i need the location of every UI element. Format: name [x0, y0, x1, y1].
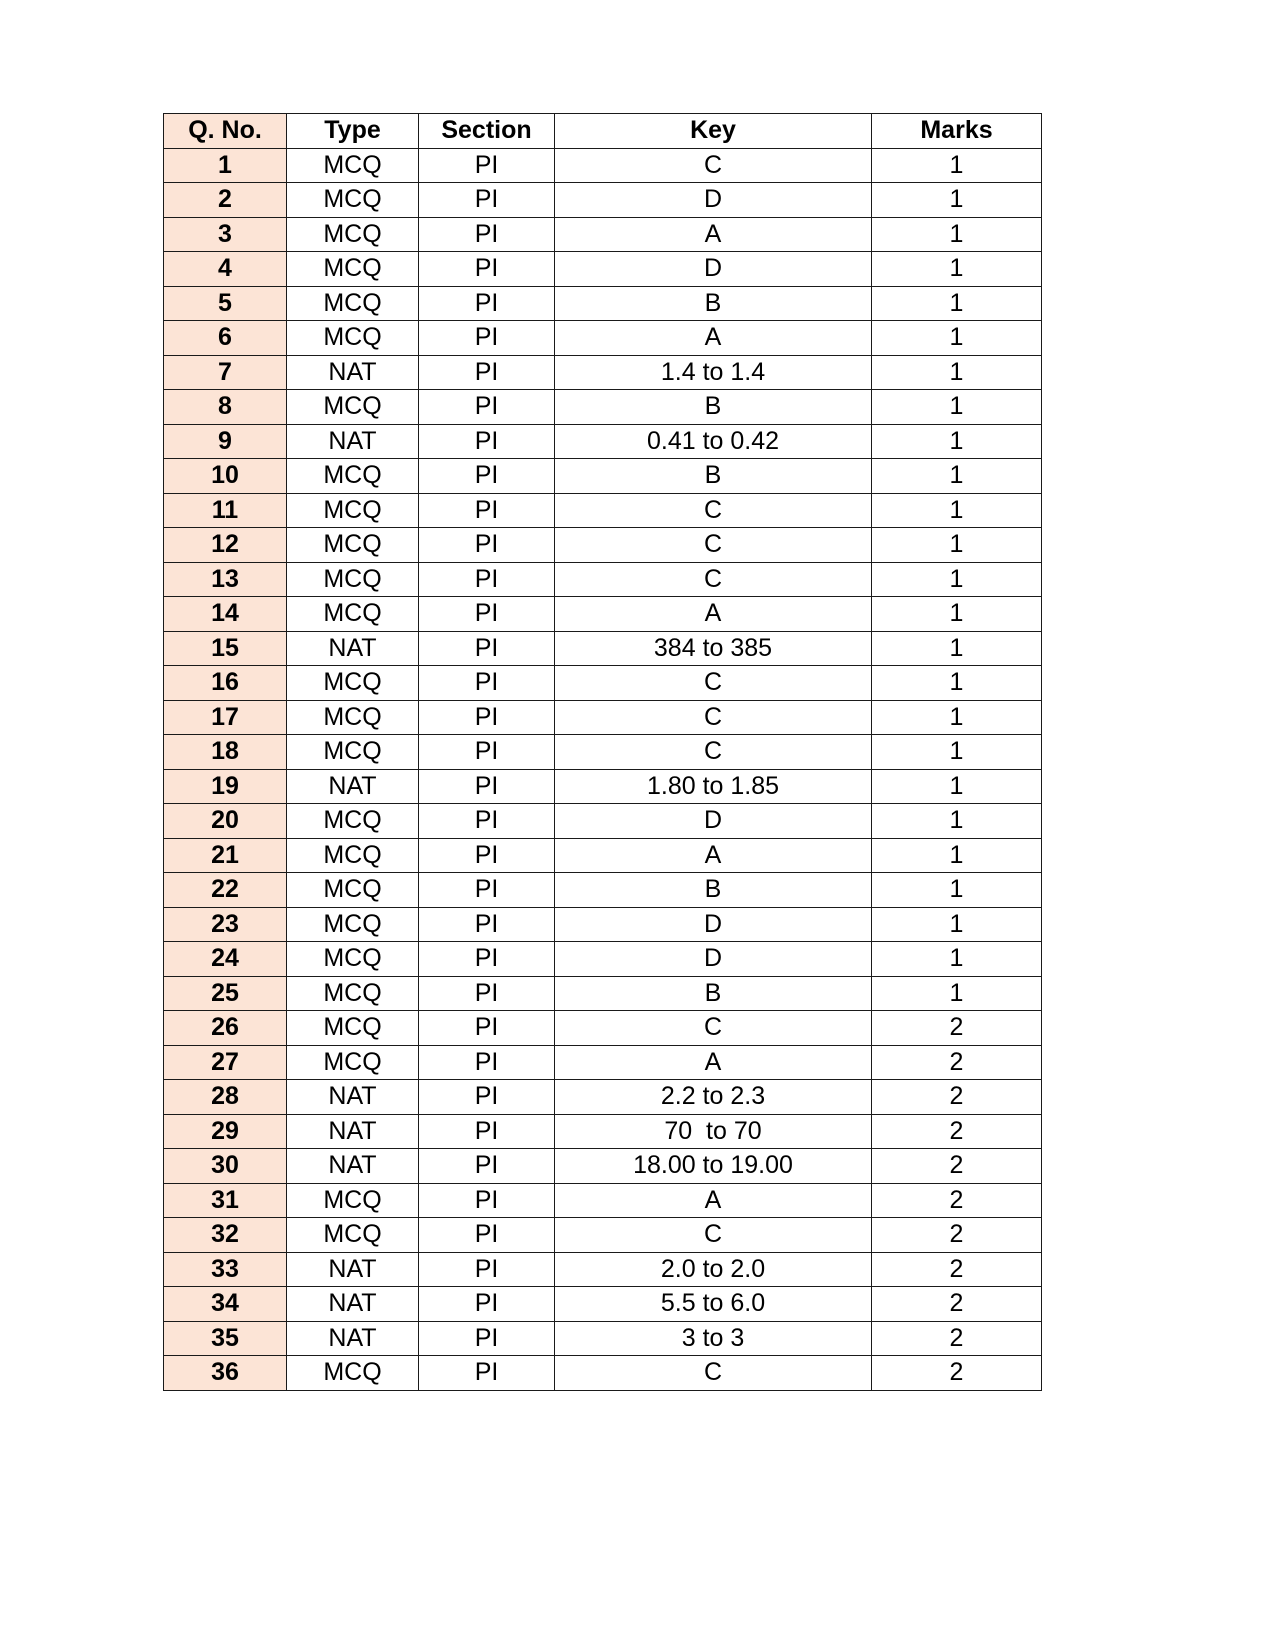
- qno-cell: 3: [164, 217, 287, 252]
- key-cell: A: [555, 321, 872, 356]
- type-cell: MCQ: [287, 321, 419, 356]
- qno-cell: 11: [164, 493, 287, 528]
- key-cell: D: [555, 183, 872, 218]
- qno-cell: 1: [164, 148, 287, 183]
- table-row: [164, 873, 1042, 908]
- marks-cell: 1: [872, 804, 1042, 839]
- marks-cell: 2: [872, 1356, 1042, 1391]
- section-cell: PI: [419, 976, 555, 1011]
- qno-cell: 20: [164, 804, 287, 839]
- qno-cell: 29: [164, 1114, 287, 1149]
- key-cell: 5.5 to 6.0: [555, 1287, 872, 1322]
- marks-cell: 1: [872, 252, 1042, 287]
- section-cell: PI: [419, 355, 555, 390]
- table-row: [164, 459, 1042, 494]
- key-cell: B: [555, 976, 872, 1011]
- section-cell: PI: [419, 1252, 555, 1287]
- key-cell: A: [555, 1045, 872, 1080]
- qno-cell: 12: [164, 528, 287, 563]
- key-cell: 3 to 3: [555, 1321, 872, 1356]
- qno-cell: 18: [164, 735, 287, 770]
- type-cell: MCQ: [287, 907, 419, 942]
- key-cell: 2.0 to 2.0: [555, 1252, 872, 1287]
- marks-cell: 1: [872, 873, 1042, 908]
- type-cell: MCQ: [287, 390, 419, 425]
- table-row: [164, 735, 1042, 770]
- type-cell: NAT: [287, 769, 419, 804]
- type-cell: MCQ: [287, 148, 419, 183]
- section-cell: PI: [419, 873, 555, 908]
- qno-cell: 30: [164, 1149, 287, 1184]
- type-cell: MCQ: [287, 528, 419, 563]
- key-cell: B: [555, 873, 872, 908]
- table-row: [164, 838, 1042, 873]
- section-cell: PI: [419, 252, 555, 287]
- qno-cell: 22: [164, 873, 287, 908]
- key-cell: 384 to 385: [555, 631, 872, 666]
- table-row: [164, 286, 1042, 321]
- marks-cell: 1: [872, 528, 1042, 563]
- qno-cell: 34: [164, 1287, 287, 1322]
- key-cell: B: [555, 459, 872, 494]
- type-cell: NAT: [287, 355, 419, 390]
- qno-cell: 27: [164, 1045, 287, 1080]
- table-row: [164, 1252, 1042, 1287]
- type-cell: MCQ: [287, 873, 419, 908]
- section-cell: PI: [419, 1011, 555, 1046]
- table-row: [164, 1114, 1042, 1149]
- table-row: [164, 424, 1042, 459]
- section-cell: PI: [419, 1356, 555, 1391]
- key-cell: 18.00 to 19.00: [555, 1149, 872, 1184]
- marks-cell: 1: [872, 424, 1042, 459]
- type-cell: MCQ: [287, 976, 419, 1011]
- section-cell: PI: [419, 528, 555, 563]
- key-cell: A: [555, 838, 872, 873]
- type-cell: MCQ: [287, 942, 419, 977]
- type-cell: MCQ: [287, 1183, 419, 1218]
- type-cell: MCQ: [287, 1011, 419, 1046]
- marks-cell: 1: [872, 355, 1042, 390]
- key-cell: C: [555, 1356, 872, 1391]
- qno-cell: 26: [164, 1011, 287, 1046]
- marks-cell: 2: [872, 1183, 1042, 1218]
- header-qno: Q. No.: [164, 114, 287, 149]
- table-row: [164, 217, 1042, 252]
- marks-cell: 1: [872, 390, 1042, 425]
- type-cell: MCQ: [287, 286, 419, 321]
- answer-key-table: [163, 113, 1042, 1391]
- section-cell: PI: [419, 666, 555, 701]
- table-row: [164, 769, 1042, 804]
- type-cell: MCQ: [287, 217, 419, 252]
- key-cell: B: [555, 286, 872, 321]
- type-cell: MCQ: [287, 562, 419, 597]
- marks-cell: 1: [872, 321, 1042, 356]
- section-cell: PI: [419, 735, 555, 770]
- key-cell: D: [555, 942, 872, 977]
- marks-cell: 1: [872, 976, 1042, 1011]
- marks-cell: 2: [872, 1080, 1042, 1115]
- key-cell: B: [555, 390, 872, 425]
- table-row: [164, 562, 1042, 597]
- type-cell: MCQ: [287, 493, 419, 528]
- type-cell: NAT: [287, 1080, 419, 1115]
- marks-cell: 1: [872, 838, 1042, 873]
- qno-cell: 24: [164, 942, 287, 977]
- type-cell: NAT: [287, 1149, 419, 1184]
- type-cell: NAT: [287, 424, 419, 459]
- marks-cell: 1: [872, 183, 1042, 218]
- type-cell: MCQ: [287, 252, 419, 287]
- marks-cell: 1: [872, 735, 1042, 770]
- table-row: [164, 976, 1042, 1011]
- marks-cell: 2: [872, 1321, 1042, 1356]
- key-cell: A: [555, 217, 872, 252]
- key-cell: 1.4 to 1.4: [555, 355, 872, 390]
- qno-cell: 6: [164, 321, 287, 356]
- table-row: [164, 631, 1042, 666]
- table-row: [164, 804, 1042, 839]
- table-row: [164, 528, 1042, 563]
- section-cell: PI: [419, 148, 555, 183]
- table-row: [164, 1080, 1042, 1115]
- table-row: [164, 390, 1042, 425]
- section-cell: PI: [419, 597, 555, 632]
- section-cell: PI: [419, 183, 555, 218]
- table-row: [164, 355, 1042, 390]
- table-row: [164, 1287, 1042, 1322]
- qno-cell: 15: [164, 631, 287, 666]
- section-cell: PI: [419, 769, 555, 804]
- key-cell: 0.41 to 0.42: [555, 424, 872, 459]
- marks-cell: 1: [872, 666, 1042, 701]
- table-row: [164, 942, 1042, 977]
- type-cell: NAT: [287, 1321, 419, 1356]
- marks-cell: 2: [872, 1218, 1042, 1253]
- key-cell: C: [555, 700, 872, 735]
- qno-cell: 14: [164, 597, 287, 632]
- qno-cell: 31: [164, 1183, 287, 1218]
- qno-cell: 9: [164, 424, 287, 459]
- type-cell: MCQ: [287, 666, 419, 701]
- key-cell: D: [555, 252, 872, 287]
- marks-cell: 1: [872, 562, 1042, 597]
- header-row: [164, 114, 1042, 149]
- type-cell: MCQ: [287, 1356, 419, 1391]
- marks-cell: 2: [872, 1287, 1042, 1322]
- marks-cell: 1: [872, 217, 1042, 252]
- key-cell: D: [555, 907, 872, 942]
- table-row: [164, 148, 1042, 183]
- key-cell: C: [555, 528, 872, 563]
- qno-cell: 28: [164, 1080, 287, 1115]
- section-cell: PI: [419, 424, 555, 459]
- section-cell: PI: [419, 286, 555, 321]
- qno-cell: 36: [164, 1356, 287, 1391]
- section-cell: PI: [419, 1149, 555, 1184]
- type-cell: NAT: [287, 1114, 419, 1149]
- section-cell: PI: [419, 942, 555, 977]
- section-cell: PI: [419, 321, 555, 356]
- key-cell: A: [555, 1183, 872, 1218]
- key-cell: C: [555, 148, 872, 183]
- section-cell: PI: [419, 1080, 555, 1115]
- section-cell: PI: [419, 217, 555, 252]
- marks-cell: 1: [872, 597, 1042, 632]
- type-cell: MCQ: [287, 459, 419, 494]
- table-row: [164, 1011, 1042, 1046]
- section-cell: PI: [419, 459, 555, 494]
- type-cell: MCQ: [287, 1218, 419, 1253]
- marks-cell: 1: [872, 700, 1042, 735]
- type-cell: MCQ: [287, 804, 419, 839]
- qno-cell: 7: [164, 355, 287, 390]
- table-row: [164, 1218, 1042, 1253]
- marks-cell: 1: [872, 942, 1042, 977]
- qno-cell: 23: [164, 907, 287, 942]
- marks-cell: 1: [872, 907, 1042, 942]
- qno-cell: 21: [164, 838, 287, 873]
- section-cell: PI: [419, 1321, 555, 1356]
- key-cell: C: [555, 1011, 872, 1046]
- key-cell: C: [555, 562, 872, 597]
- table-header: [164, 114, 1042, 149]
- section-cell: PI: [419, 907, 555, 942]
- key-cell: C: [555, 666, 872, 701]
- key-cell: 2.2 to 2.3: [555, 1080, 872, 1115]
- type-cell: MCQ: [287, 1045, 419, 1080]
- marks-cell: 1: [872, 769, 1042, 804]
- qno-cell: 19: [164, 769, 287, 804]
- marks-cell: 2: [872, 1045, 1042, 1080]
- type-cell: MCQ: [287, 700, 419, 735]
- key-cell: 70 to 70: [555, 1114, 872, 1149]
- section-cell: PI: [419, 804, 555, 839]
- table-body: [164, 148, 1042, 1390]
- type-cell: MCQ: [287, 597, 419, 632]
- key-cell: C: [555, 1218, 872, 1253]
- table-row: [164, 183, 1042, 218]
- qno-cell: 4: [164, 252, 287, 287]
- section-cell: PI: [419, 493, 555, 528]
- qno-cell: 13: [164, 562, 287, 597]
- qno-cell: 8: [164, 390, 287, 425]
- header-type: Type: [287, 114, 419, 149]
- qno-cell: 5: [164, 286, 287, 321]
- header-section: Section: [419, 114, 555, 149]
- type-cell: MCQ: [287, 183, 419, 218]
- qno-cell: 16: [164, 666, 287, 701]
- marks-cell: 2: [872, 1252, 1042, 1287]
- marks-cell: 1: [872, 459, 1042, 494]
- qno-cell: 32: [164, 1218, 287, 1253]
- type-cell: NAT: [287, 631, 419, 666]
- header-marks: Marks: [872, 114, 1042, 149]
- type-cell: NAT: [287, 1252, 419, 1287]
- qno-cell: 2: [164, 183, 287, 218]
- marks-cell: 1: [872, 493, 1042, 528]
- type-cell: MCQ: [287, 735, 419, 770]
- qno-cell: 33: [164, 1252, 287, 1287]
- key-cell: C: [555, 735, 872, 770]
- qno-cell: 10: [164, 459, 287, 494]
- type-cell: NAT: [287, 1287, 419, 1322]
- key-cell: C: [555, 493, 872, 528]
- key-cell: 1.80 to 1.85: [555, 769, 872, 804]
- section-cell: PI: [419, 1287, 555, 1322]
- type-cell: MCQ: [287, 838, 419, 873]
- marks-cell: 1: [872, 148, 1042, 183]
- table-row: [164, 1045, 1042, 1080]
- table-row: [164, 597, 1042, 632]
- section-cell: PI: [419, 1045, 555, 1080]
- table-row: [164, 907, 1042, 942]
- qno-cell: 17: [164, 700, 287, 735]
- section-cell: PI: [419, 700, 555, 735]
- table-row: [164, 700, 1042, 735]
- section-cell: PI: [419, 1218, 555, 1253]
- section-cell: PI: [419, 562, 555, 597]
- section-cell: PI: [419, 1114, 555, 1149]
- table-row: [164, 252, 1042, 287]
- key-cell: A: [555, 597, 872, 632]
- table-row: [164, 666, 1042, 701]
- section-cell: PI: [419, 838, 555, 873]
- qno-cell: 25: [164, 976, 287, 1011]
- section-cell: PI: [419, 1183, 555, 1218]
- table-row: [164, 1149, 1042, 1184]
- qno-cell: 35: [164, 1321, 287, 1356]
- table-row: [164, 1356, 1042, 1391]
- section-cell: PI: [419, 390, 555, 425]
- marks-cell: 2: [872, 1011, 1042, 1046]
- marks-cell: 1: [872, 631, 1042, 666]
- table-row: [164, 493, 1042, 528]
- marks-cell: 2: [872, 1149, 1042, 1184]
- marks-cell: 2: [872, 1114, 1042, 1149]
- table-row: [164, 321, 1042, 356]
- key-cell: D: [555, 804, 872, 839]
- header-key: Key: [555, 114, 872, 149]
- table-row: [164, 1183, 1042, 1218]
- marks-cell: 1: [872, 286, 1042, 321]
- table-row: [164, 1321, 1042, 1356]
- section-cell: PI: [419, 631, 555, 666]
